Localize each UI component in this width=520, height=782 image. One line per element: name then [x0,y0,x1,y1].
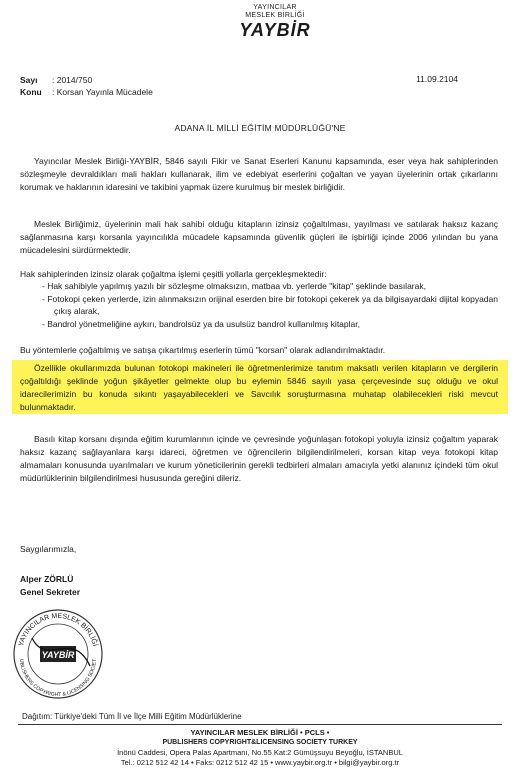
footer-contact: Tel.: 0212 512 42 14 • Faks: 0212 512 42 15 • www.yaybir.org.tr • bilgi@yaybir.org.tr [120,758,400,767]
footer-address: İnönü Caddesi, Opera Palas Apartmanı, No.55 Kat:2 Gümüşsuyu Beyoğlu, İSTANBUL [117,748,403,757]
logo-brand: YAYBİR [239,20,311,40]
stamp-top-text: YAYINCILAR MESLEK BİRLİĞİ [17,612,99,648]
footer-divider [18,724,502,725]
signer-title: Genel Sekreter [20,587,81,597]
paragraph-intro: Yayıncılar Meslek Birliği-YAYBİR, 5846 sayılı Fikir ve Sanat Eserleri Kanunu kapsamında, eser veya hak sahiplerinden sözleşmeyle devraldıkları mali hakları kullanarak, ilim ve edebiyat eserlerini çoğaltan ve yayan üyelerinin ortak çıkarlarını korumak ve haklarının idaresini ve takibini yapmak üzere kurulmuş bir meslek birliğidir. [20,156,498,192]
paragraph-highlighted-warning: Özellikle okullarımızda bulunan fotokopi makineleri ile öğretmenlerimize tanıtım maksatlı verilen kitapların ve dergilerin çoğaltıldığı şeklinde yoğun şikâyetler gelmekte olup bu eylemin 5846 sayılı yasa çerçevesinde suç olduğu ve okul idarecilerimizin bu konuda sıkıntı yaşayabilecekleri ve Savcılık soruşturmasına muhatap olabilecekleri riski mevcut bulunmaktadır. [20,363,498,412]
paragraph-request: Basılı kitap korsanı dışında eğitim kurumlarının içinde ve çevresinde yoğunlaşan fotokopi yoluyla izinsiz çoğaltım yaparak haksız kazanç sağlayanlara karşı idareci, öğretmen ve öğrencilerin bilgilendirilmeleri, korsan kitap veya fotokopi kitap almamaları konusunda uyarılmaları ve kurum yöneticilerinin gerekli tedbirleri almaları amacıyla yetki alanınız içindeki tüm okul müdürlüklerinin bilgilendirilmesi hususunda gereğini dileriz. [20,434,498,483]
list-item: - Hak sahibiyle yapılmış yazılı bir sözleşme olmaksızın, matbaa vb. yerlerde "kitap" şeklinde basılarak, [42,281,426,291]
list-item: - Fotokopi çeken yerlerde, izin alınmaksızın orijinal eserden bire bir fotokopi çekerek ya da bilgisayardaki dijital kopyadan çıkış alarak, [42,293,498,316]
paragraph-mission: Meslek Birliğimiz, üyelerinin mali hak sahibi olduğu kitapların izinsiz çoğaltılması, yayılması ve satılarak haksız kazanç sağlanmasına karşı korsanla yayıncılıkla mücadele kapsamında güvenlik güçleri ile işbirliği içinde 2006 yılından bu yana mücadelesini sürdürmektedir. [20,219,498,255]
signer-name: Alper ZÖRLÜ [20,574,74,584]
list-item: - Bandrol yönetmeliğine aykırı, bandrolsüz ya da usulsüz bandrol kullanılmış kitaplar, [42,318,360,329]
closing-salutation: Saygılarımızla, [20,544,77,554]
yaybir-logo [215,4,335,44]
letter-date: 11.09.2104 [416,74,458,84]
stamp-center-text: YAYBİR [41,650,75,660]
recipient-heading: ADANA İL MİLLİ EĞİTİM MÜDÜRLÜĞÜ'NE [174,123,346,133]
footer-line-2: PUBLISHERS COPYRIGHT&LICENSING SOCIETY TURKEY [162,739,358,746]
logo-line-2: MESLEK BİRLİĞİ [245,12,305,19]
sayi-value: : 2014/750 [52,75,93,85]
stamp-bottom-text: UBLISHERS COPYRIGHT & LICENSING SOCIET [17,658,99,699]
reference-number [20,74,92,86]
logo-line-1: YAYINCILAR [253,4,297,11]
signature-block [20,573,80,599]
subject-line [20,86,153,98]
konu-label: Konu [20,87,42,97]
official-stamp [12,608,104,700]
methods-list [20,280,498,330]
paragraph-methods-intro: Hak sahiplerinden izinsiz olarak çoğaltma işlemi çeşitli yollarla gerçekleşmektedir: [20,269,327,279]
footer-org-name [0,728,520,768]
distribution-line: Dağıtım: Türkiye'deki Tüm İl ve İlçe Milli Eğitim Müdürlüklerine [22,712,242,721]
konu-value: : Korsan Yayınla Mücadele [52,87,153,97]
footer-line-1: YAYINCILAR MESLEK BİRLİĞİ • PCLS • [190,728,330,737]
sayi-label: Sayı [20,75,38,85]
paragraph-methods-end: Bu yöntemlerle çoğaltılmış ve satışa çıkartılmış eserlerin tümü "korsan" olarak adlandırılmaktadır. [20,345,386,355]
